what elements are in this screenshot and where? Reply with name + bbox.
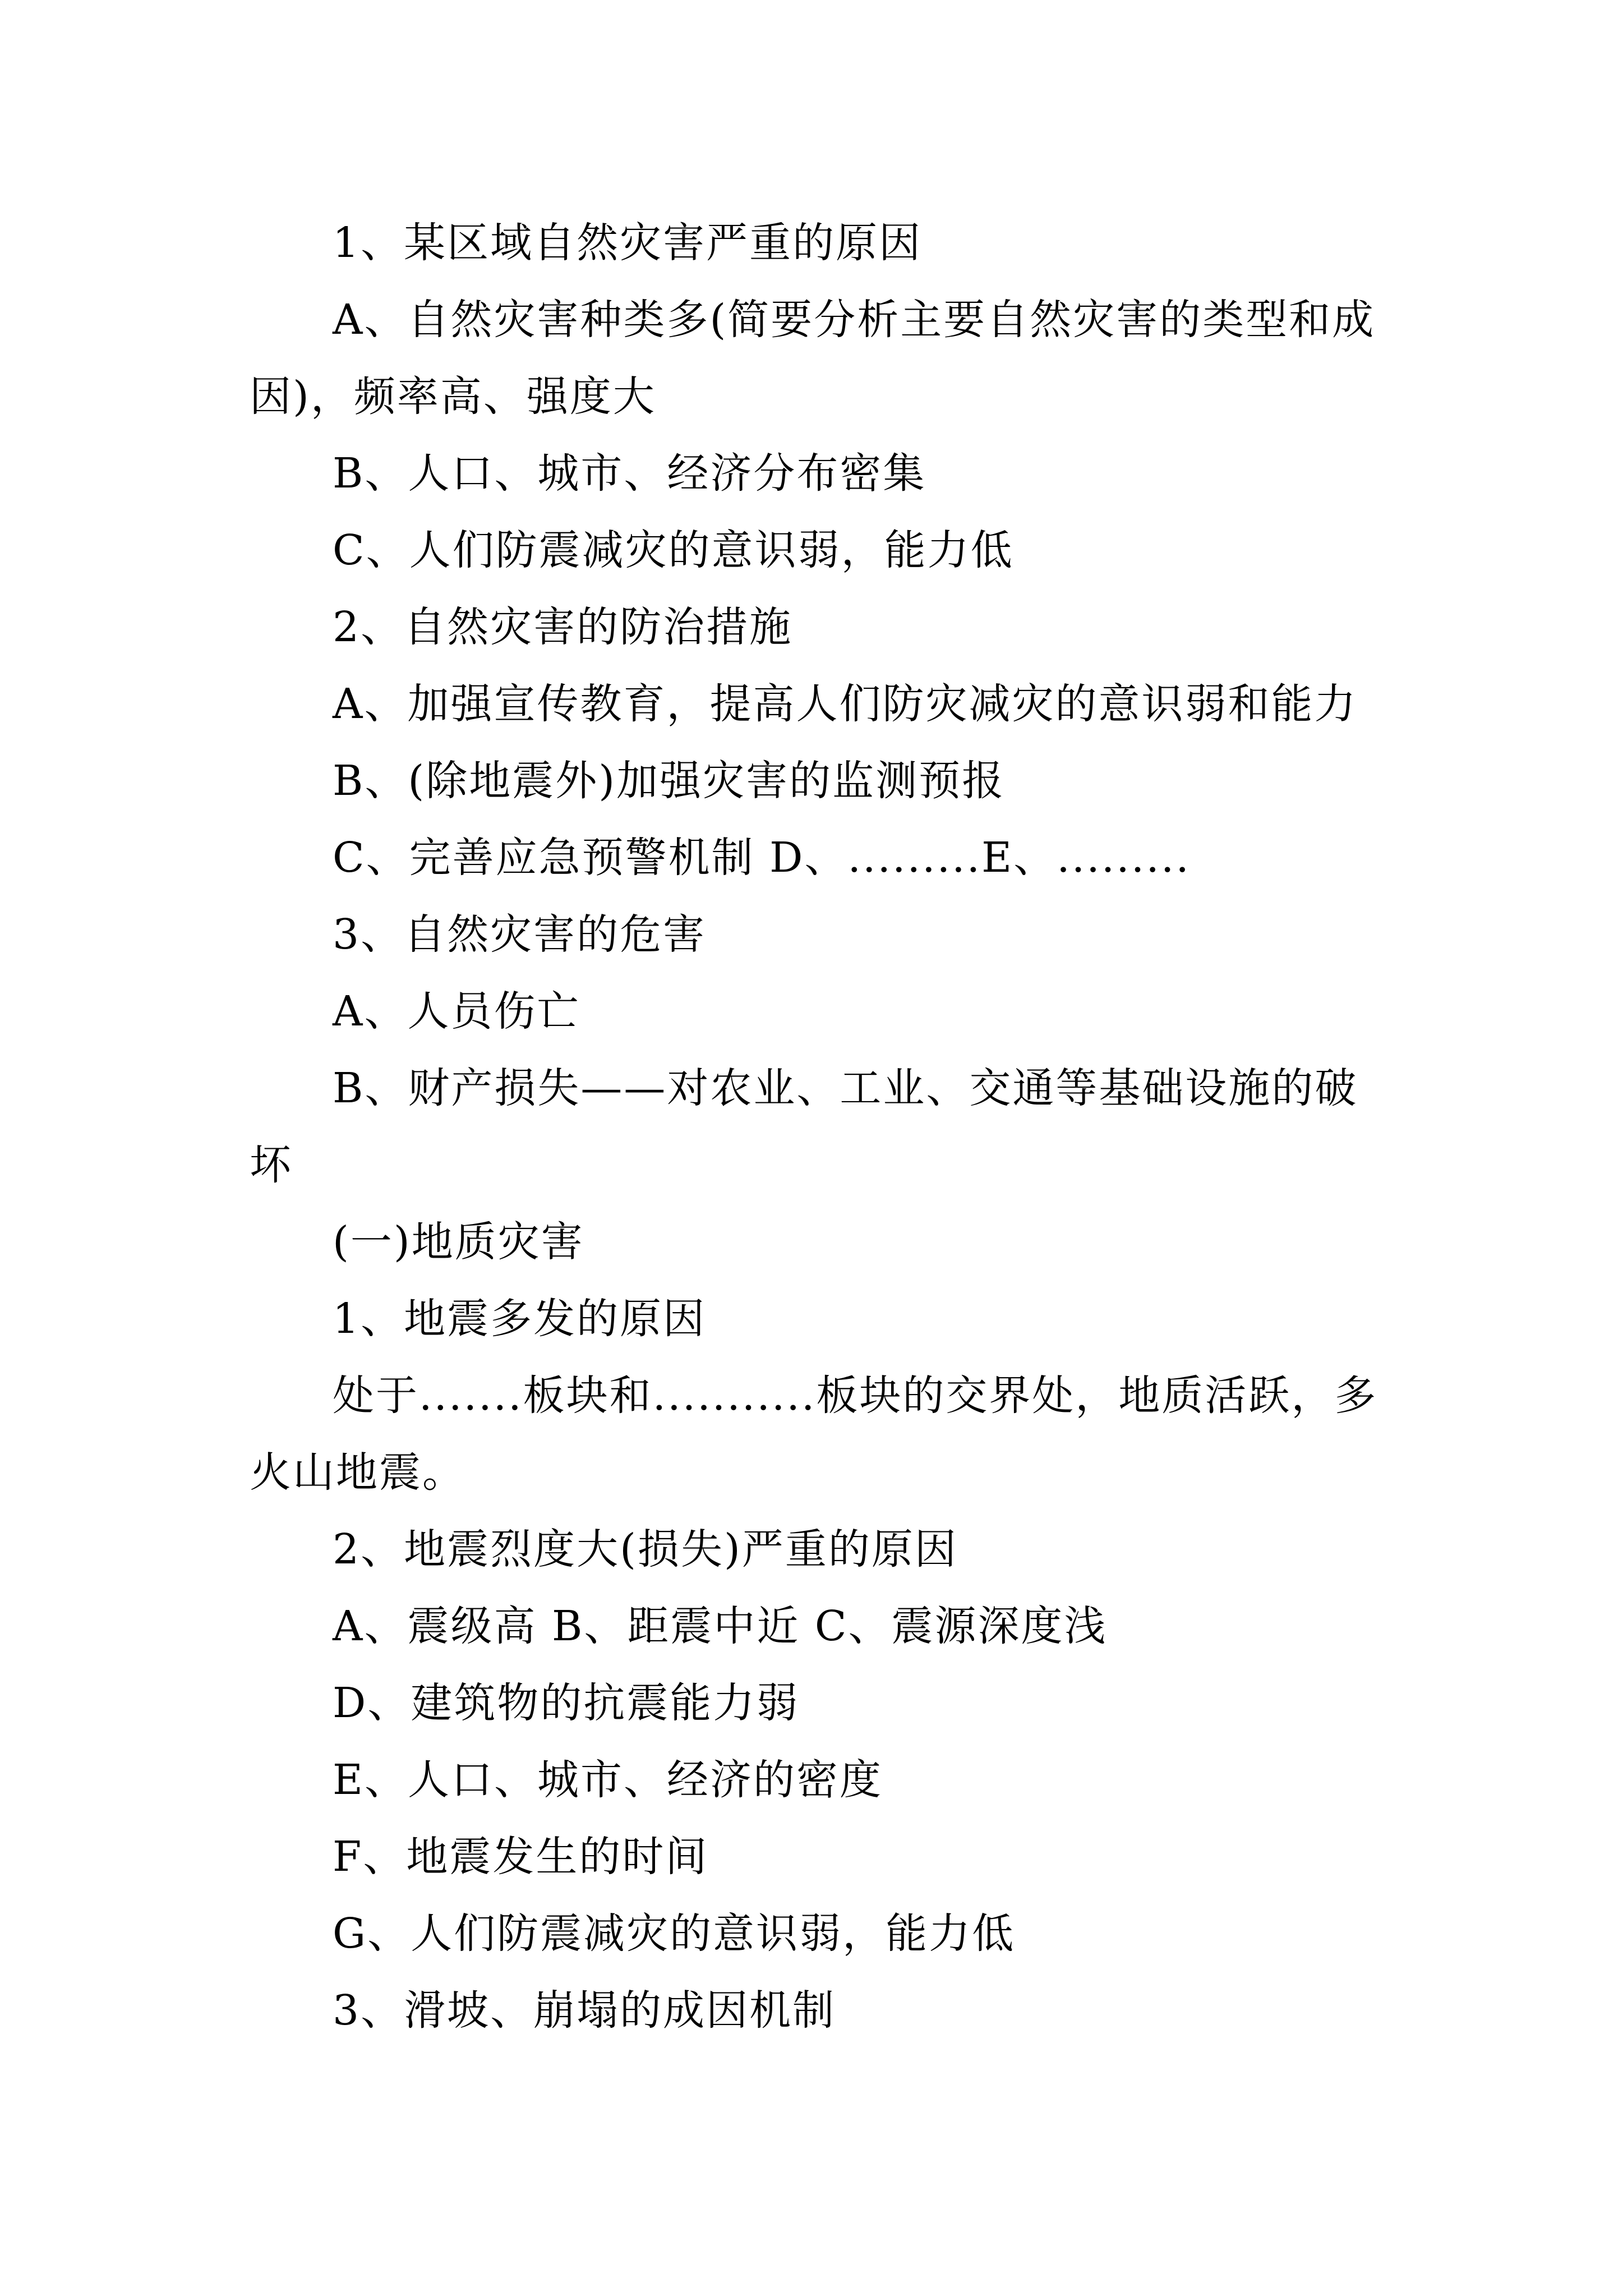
heading-prevention-measures: 2、自然灾害的防治措施 [333,603,793,651]
paragraph-awareness-low: C、人们防震减灾的意识弱，能力低 [333,526,1014,574]
paragraph-monitoring: B、(除地震外)加强灾害的监测预报 [333,757,1006,805]
paragraph-disaster-types: A、自然灾害种类多(简要分析主要自然灾害的类型和成因)，频率高、强度大 [250,296,1376,421]
paragraph-time-of-earthquake: F、地震发生的时间 [333,1833,709,1881]
paragraph-plate-boundary: 处于.......板块和...........板块的交界处，地质活跃，多火山地震。 [250,1372,1378,1497]
section-heading-geological-disasters: (一)地质灾害 [333,1218,584,1266]
heading-cause-of-severe-disasters: 1、某区域自然灾害严重的原因 [333,219,923,267]
paragraph-education: A、加强宣传教育，提高人们防灾减灾的意识弱和能力 [333,680,1358,728]
paragraph-warning-mechanism: C、完善应急预警机制 D、.........E、......... [333,834,1191,882]
document-body [250,205,1388,2049]
heading-earthquake-causes: 1、地震多发的原因 [333,1295,707,1343]
paragraph-awareness-earthquake: G、人们防震减灾的意识弱，能力低 [333,1910,1016,1958]
heading-earthquake-intensity: 2、地震烈度大(损失)严重的原因 [333,1525,958,1573]
paragraph-magnitude-factors: A、震级高 B、距震中近 C、震源深度浅 [333,1602,1108,1650]
paragraph-casualties: A、人员伤亡 [333,987,580,1036]
paragraph-population-density: B、人口、城市、经济分布密集 [333,449,926,498]
heading-landslide-mechanism: 3、滑坡、崩塌的成因机制 [333,1986,836,2035]
paragraph-density: E、人口、城市、经济的密度 [333,1756,883,1804]
heading-disaster-harm: 3、自然灾害的危害 [333,910,707,959]
paragraph-building-resistance: D、建筑物的抗震能力弱 [333,1679,800,1727]
paragraph-property-loss: B、财产损失——对农业、工业、交通等基础设施的破坏 [250,1064,1358,1189]
